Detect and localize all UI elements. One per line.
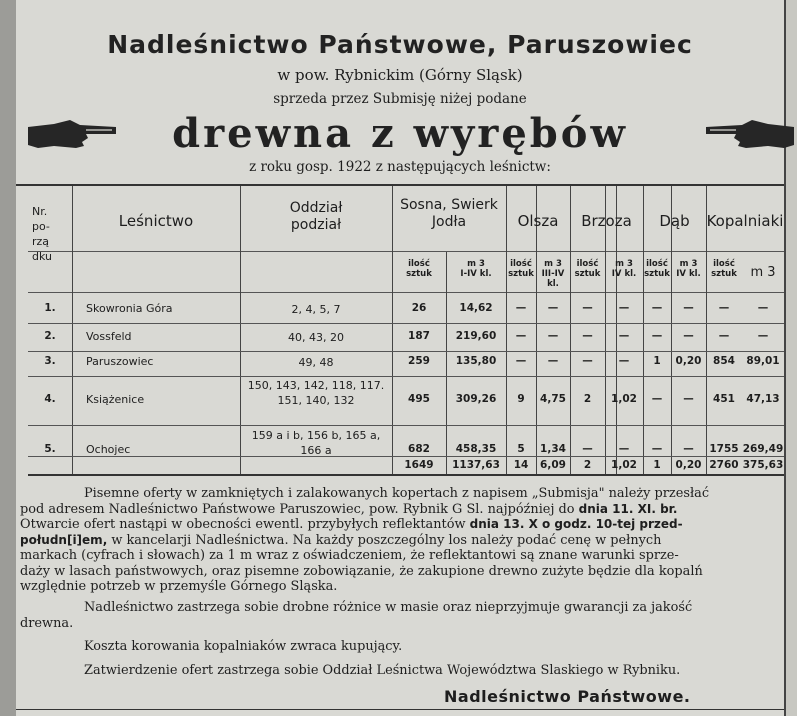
offer-paragraph-line — [20, 548, 780, 564]
text: pod adresem Nadleśnictwo Państwowe Paruszowiec, pow. Rybnik G Sl. najpóźniej do — [20, 501, 579, 517]
row-oddzial — [240, 378, 392, 408]
row-b-szt: — — [582, 355, 593, 367]
row-d-szt: — — [651, 330, 663, 342]
row-o-szt: 9 — [517, 393, 525, 405]
reservation-paragraph-end: drewna. — [20, 616, 74, 631]
row-nr: 2. — [44, 330, 56, 342]
row-d-szt: — — [651, 302, 663, 314]
row-s-szt: 682 — [408, 443, 430, 455]
row-s-szt: 259 — [408, 355, 430, 367]
row-d-szt: — — [651, 443, 663, 455]
header-sosna: Sosna, Swierk Jodła — [400, 197, 498, 230]
row-k-m3: — — [757, 330, 769, 342]
row-rule — [28, 376, 784, 377]
row-oddzial-line: 2, 4, 5, 7 — [291, 303, 341, 316]
row-b-m3: — — [618, 330, 630, 342]
row-d-m3: 0,20 — [675, 355, 702, 367]
row-k-m3: 47,13 — [746, 393, 780, 405]
advert-location: w pow. Rybnickim (Górny Sląsk) — [277, 66, 523, 84]
total-d-m3: 0,20 — [675, 459, 702, 471]
row-d-m3: — — [683, 443, 694, 455]
advert-year-line: z roku gosp. 1922 z następujących leśnictw: — [249, 159, 551, 175]
row-k-m3: — — [757, 302, 769, 314]
row-nr: 1. — [44, 302, 56, 314]
row-b-m3: — — [618, 355, 630, 367]
total-o-m3: 6,09 — [540, 459, 566, 471]
row-d-szt: 1 — [653, 355, 661, 367]
row-o-m3: 4,75 — [540, 393, 566, 405]
header-brzoza: Brzoza — [581, 212, 632, 230]
subheader-ilosc-sztuk: ilość sztuk — [406, 259, 432, 279]
row-oddzial — [240, 302, 392, 317]
pointing-hand-left-icon — [704, 115, 797, 151]
row-s-m3: 458,35 — [455, 443, 497, 455]
row-o-m3: — — [547, 355, 559, 367]
row-k-szt: 451 — [713, 393, 735, 405]
header-dab: Dąb — [659, 212, 690, 230]
row-oddzial — [240, 355, 392, 370]
row-o-szt: — — [515, 355, 527, 367]
row-b-m3: — — [618, 302, 630, 314]
row-o-m3: — — [547, 302, 559, 314]
debarking-paragraph: Koszta korowania kopalniaków zwraca kupujący. — [84, 639, 403, 654]
row-nr: 4. — [44, 393, 56, 405]
row-rule — [28, 351, 784, 352]
row-b-szt: — — [582, 443, 593, 455]
row-lesnictwo: Paruszowiec — [86, 355, 154, 368]
total-d-szt: 1 — [653, 459, 661, 471]
row-s-m3: 309,26 — [455, 393, 497, 405]
row-oddzial-line: 151, 140, 132 — [277, 394, 355, 407]
bold-text: połudn[i]em, — [20, 532, 108, 547]
row-d-m3: — — [683, 330, 694, 342]
row-oddzial — [240, 428, 392, 458]
offer-paragraph-line — [84, 486, 780, 502]
total-s-m3: 1137,63 — [452, 459, 500, 471]
header-kopalniaki: Kopalniaki — [706, 212, 784, 230]
table-bottom-rule — [28, 474, 784, 476]
text: markach (cyfrach i słowach) za 1 m wraz z oświadczeniem, że reflektantowi są znane warunki sprze- — [20, 548, 679, 563]
offer-paragraph-line — [20, 517, 780, 533]
offer-paragraph-line — [20, 502, 780, 518]
advert-offer-line: sprzeda przez Submisję niżej podane — [273, 91, 527, 107]
row-nr: 3. — [44, 355, 56, 367]
subheader-m3-brzoza: m 3 IV kl. — [611, 259, 637, 279]
total-k-szt: 2760 — [709, 459, 739, 471]
approval-paragraph: Zatwierdzenie ofert zastrzega sobie Oddział Leśnictwa Województwa Slaskiego w Rybniku. — [84, 663, 681, 678]
row-k-szt: — — [718, 302, 730, 314]
row-oddzial-line: 159 a i b, 156 b, 165 a, — [251, 429, 381, 442]
row-b-m3: — — [618, 443, 630, 455]
row-s-szt: 187 — [408, 330, 430, 342]
reservation-paragraph: Nadleśnictwo zastrzega sobie drobne różnice w masie oraz nieprzyjmuje gwarancji za jakość — [84, 600, 693, 615]
row-rule — [28, 323, 784, 324]
row-oddzial-line: 166 a — [300, 444, 332, 457]
left-margin-strip — [0, 0, 16, 716]
row-k-szt: 854 — [713, 355, 735, 367]
row-b-szt: 2 — [583, 393, 592, 405]
total-b-szt: 2 — [583, 459, 592, 471]
subheader-m3-olsza: m 3 III-IV kl. — [541, 259, 565, 289]
right-margin-strip — [784, 0, 797, 716]
signature: Nadleśnictwo Państwowe. — [444, 687, 691, 706]
row-oddzial-line: 49, 48 — [298, 356, 334, 369]
row-s-szt: 26 — [411, 302, 427, 314]
row-s-m3: 14,62 — [459, 302, 493, 314]
total-s-szt: 1649 — [404, 459, 434, 471]
subheader-m3-dab: m 3 IV kl. — [676, 259, 701, 279]
row-o-szt: 5 — [517, 443, 525, 455]
row-s-m3: 219,60 — [455, 330, 497, 342]
text: Pisemne oferty w zamkniętych i zalakowanych kopertach z napisem „Submisja" należy przesłać — [84, 486, 710, 501]
row-b-szt: — — [582, 302, 593, 314]
row-lesnictwo: Vossfeld — [86, 330, 132, 343]
row-lesnictwo: Ochojec — [86, 443, 131, 456]
header-oddzial: Oddział podział — [289, 200, 343, 233]
row-rule — [28, 425, 784, 426]
row-o-szt: — — [515, 302, 527, 314]
header-olsza: Olsza — [517, 212, 559, 230]
bold-text: dnia 13. X o godz. 10-tej przed- — [469, 517, 683, 531]
row-oddzial-line: 40, 43, 20 — [288, 331, 344, 344]
subheader-ilosc-sztuk: ilość sztuk — [574, 259, 601, 279]
row-o-m3: — — [547, 330, 559, 342]
total-b-m3: 1,02 — [611, 459, 637, 471]
offer-paragraph-line — [20, 579, 780, 595]
row-k-szt: 1755 — [709, 443, 739, 455]
row-d-m3: — — [683, 302, 694, 314]
row-oddzial — [240, 330, 392, 345]
advert-title: Nadleśnictwo Państwowe, Paruszowiec — [107, 30, 693, 59]
row-b-szt: — — [582, 330, 593, 342]
row-b-m3: 1,02 — [611, 393, 637, 405]
offer-paragraph-line — [20, 564, 780, 580]
total-o-szt: 14 — [513, 459, 529, 471]
totals-rule — [28, 456, 784, 457]
row-lesnictwo: Książenice — [86, 393, 145, 406]
text: względnie potrzeb w przemyśle Górnego Sląska. — [20, 579, 338, 594]
text: daży w lasach państwowych, oraz pisemne zobowiązanie, że zakupione drewno zużyte będzie dla kopalń — [20, 563, 703, 579]
advert-product: drewna z wyrębów — [172, 110, 628, 157]
offer-paragraph-line — [20, 533, 780, 549]
row-nr: 5. — [44, 443, 56, 455]
row-k-m3: 89,01 — [746, 355, 780, 367]
row-lesnictwo: Skowronia Góra — [86, 302, 173, 315]
text: w kancelarji Nadleśnictwa. Na każdy poszczególny los należy podać cenę w pełnych — [107, 532, 662, 548]
header-nr: Nr. po- rzą dku — [32, 205, 52, 263]
subheader-m3-sosna: m 3 I-IV kl. — [460, 259, 492, 279]
subheader-kopalniaki-m3: m 3 — [750, 265, 776, 280]
subheader-ilosc-sztuk: ilość sztuk — [644, 259, 670, 279]
row-oddzial-line: 150, 143, 142, 118, 117. — [247, 379, 385, 392]
newspaper-advertisement — [16, 0, 784, 716]
text: Otwarcie ofert nastąpi w obecności ewentl. przybyłych reflektantów — [20, 517, 470, 532]
header-lesnictwo: Leśnictwo — [118, 212, 194, 230]
total-k-m3: 375,63 — [742, 459, 784, 471]
row-s-szt: 495 — [408, 393, 430, 405]
subheader-ilosc-sztuk: ilość sztuk — [711, 259, 737, 279]
row-o-m3: 1,34 — [540, 443, 566, 455]
subheader-ilosc-sztuk: ilość sztuk — [508, 259, 534, 279]
row-k-m3: 269,49 — [742, 443, 784, 455]
row-s-m3: 135,80 — [455, 355, 497, 367]
row-o-szt: — — [515, 330, 527, 342]
row-k-szt: — — [718, 330, 730, 342]
table-top-rule — [16, 184, 784, 186]
bottom-rule — [16, 709, 784, 710]
row-d-szt: — — [651, 393, 663, 405]
bold-text: dnia 11. XI. br. — [578, 501, 678, 516]
row-d-m3: — — [683, 393, 694, 405]
